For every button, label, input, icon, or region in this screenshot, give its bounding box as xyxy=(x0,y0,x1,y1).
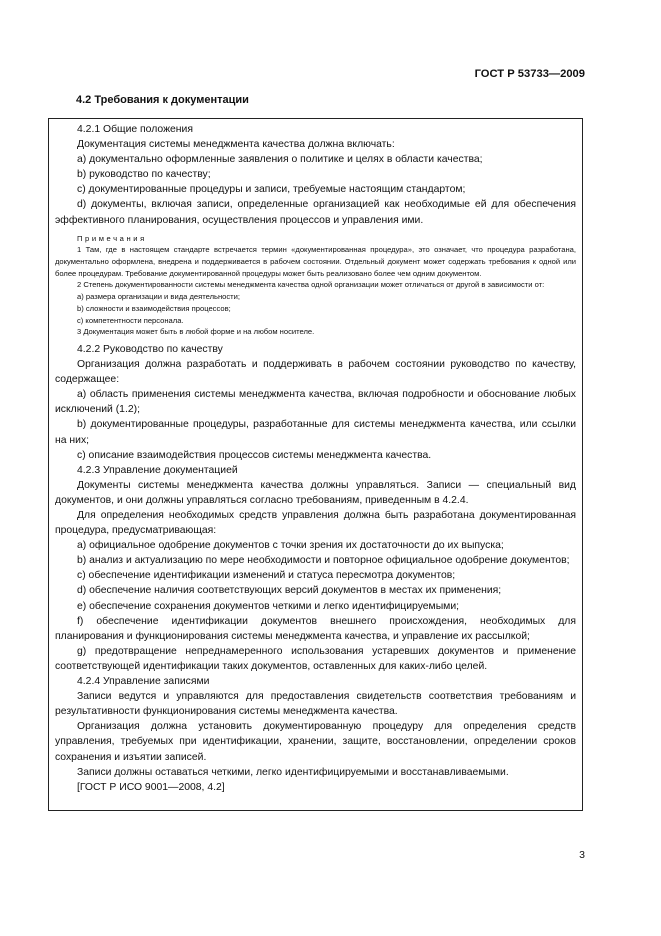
list-item: b) анализ и актуализацию по мере необходимости и повторное официальное одобрение документов; xyxy=(77,555,570,567)
paragraph: Организация должна разработать и поддерживать в рабочем состоянии руководство по качеству, содержащее: xyxy=(55,359,576,386)
list-item: c) описание взаимодействия процессов системы менеджмента качества. xyxy=(77,449,432,461)
list-item: c) обеспечение идентификации изменений и статуса пересмотра документов; xyxy=(77,570,456,582)
note-item: 3 Документация может быть в любой форме и на любом носителе. xyxy=(77,327,315,337)
note-item: a) размера организации и вида деятельности; xyxy=(77,292,241,302)
source-reference: [ГОСТ Р ИСО 9001—2008, 4.2] xyxy=(77,781,225,793)
list-item: g) предотвращение непреднамеренного использования устаревших документов и применение соответствующей идентификации таких документов, оставленных для каких-либо целей. xyxy=(55,645,576,672)
list-item: b) документированные процедуры, разработанные для системы менеджмента качества, или ссылки на них; xyxy=(55,419,576,446)
paragraph: Записи ведутся и управляются для предоставления свидетельств соответствия требованиям и результативности функционирования системы менеджмента качества. xyxy=(55,691,576,718)
note-item: c) компетентности персонала. xyxy=(77,315,184,325)
list-item: f) обеспечение идентификации документов внешнего происхождения, необходимых для планирования и функционирования системы менеджмента качества, и управление их рассылкой; xyxy=(55,615,576,642)
list-item: d) обеспечение наличия соответствующих версий документов в местах их применения; xyxy=(77,585,502,597)
note-item: b) сложности и взаимодействия процессов; xyxy=(77,303,231,313)
section-title: 4.2 Требования к документации xyxy=(76,94,249,106)
list-item: a) область применения системы менеджмента качества, включая подробности и обоснование любых исключений (1.2); xyxy=(55,389,576,416)
subsection-heading: 4.2.3 Управление документацией xyxy=(77,464,238,476)
page-number: 3 xyxy=(579,849,585,861)
subsection-heading: 4.2.2 Руководство по качеству xyxy=(77,343,223,355)
paragraph: Организация должна установить документированную процедуру для определения средств управления, требуемых при идентификации, хранении, защите, восстановлении, определении сроков сохранения и изъятии записей. xyxy=(55,721,576,763)
list-item: e) обеспечение сохранения документов четкими и легко идентифицируемыми; xyxy=(77,600,460,612)
paragraph: Документы системы менеджмента качества должны управляться. Записи — специальный вид документов, и они должны управляться согласно требованиям, приведенным в 4.2.4. xyxy=(55,479,576,506)
note-item: 2 Степень документированности системы менеджмента качества одной организации может отличаться от другой в зависимости от: xyxy=(77,280,545,290)
list-item: d) документы, включая записи, определенные организацией как необходимые ей для обеспечения эффективного планирования, осуществления процессов и управления ими. xyxy=(55,199,576,226)
paragraph: Записи должны оставаться четкими, легко идентифицируемыми и восстанавливаемыми. xyxy=(77,766,509,778)
subsection-heading: 4.2.1 Общие положения xyxy=(77,124,193,135)
list-item: c) документированные процедуры и записи, требуемые настоящим стандартом; xyxy=(77,184,466,196)
subsection-heading: 4.2.4 Управление записями xyxy=(77,676,210,688)
list-item: a) официальное одобрение документов с точки зрения их достаточности до их выпуска; xyxy=(77,540,504,552)
paragraph: Документация системы менеджмента качества должна включать: xyxy=(77,139,395,151)
list-item: b) руководство по качеству; xyxy=(77,169,211,181)
document-code: ГОСТ Р 53733—2009 xyxy=(474,68,585,80)
list-item: a) документально оформленные заявления о политике и целях в области качества; xyxy=(77,154,483,166)
paragraph: Для определения необходимых средств управления должна быть разработана документированная процедура, предусматривающая: xyxy=(55,510,576,537)
note-item: 1 Там, где в настоящем стандарте встречается термин «документированная процедура», это означает, что процедура разработана, документально оформлена, внедрена и поддерживается в рабочем состоянии. Отдельный документ может содержать требования к одной или более процедурам. Требование документированной процедуры может быть реализовано более чем одним документом. xyxy=(55,245,576,278)
quoted-standard-box xyxy=(48,118,583,811)
notes-title: Примечания xyxy=(77,233,147,243)
